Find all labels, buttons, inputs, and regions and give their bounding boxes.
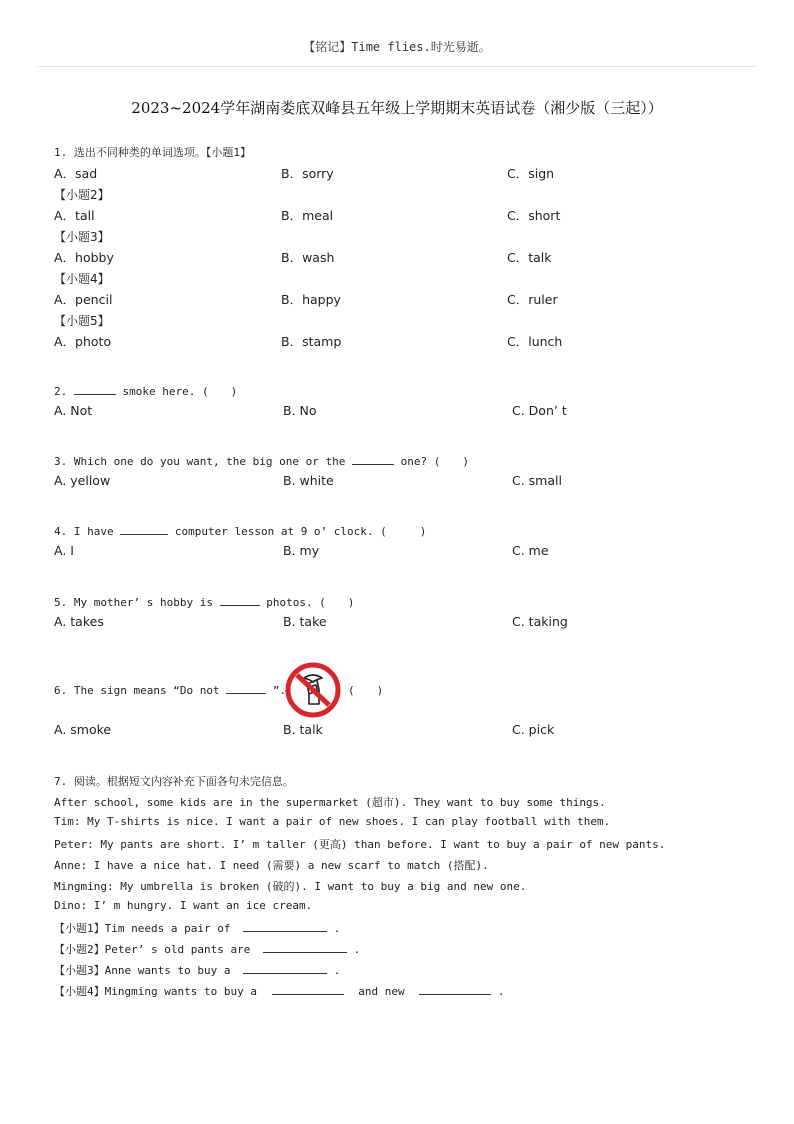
q6-blank[interactable] — [226, 682, 266, 694]
q5-text-before: 5. My mother’ s hobby is — [54, 596, 213, 609]
q7-sub1 — [54, 920, 340, 936]
q7-sub1-period: . — [333, 922, 341, 935]
q3-option-b[interactable]: B. white — [283, 473, 334, 488]
q5-option-c[interactable]: C. taking — [512, 614, 568, 629]
q4-text-before: 4. I have — [54, 525, 114, 538]
q6-option-c[interactable]: C. pick — [512, 722, 555, 737]
header-divider — [38, 66, 756, 67]
q7-sub2 — [54, 941, 360, 957]
q2-option-c[interactable]: C. Don’ t — [512, 403, 567, 418]
q1-3-option-a[interactable]: A．hobby — [54, 250, 114, 265]
q7-passage-line: After school, some kids are in the supermarket (超市). They want to buy some things. — [54, 796, 606, 809]
q2-option-a[interactable]: A. Not — [54, 403, 93, 418]
q5-stem — [54, 594, 354, 610]
q7-sub1-text: 【小题1】Tim needs a pair of — [54, 922, 231, 935]
q6-text-before: 6. The sign means “Do not — [54, 684, 220, 697]
q1-sub1-options — [54, 164, 754, 180]
q7-sub2-text: 【小题2】Peter’ s old pants are — [54, 943, 251, 956]
q1-5-option-a[interactable]: A．photo — [54, 334, 112, 349]
q6-option-a[interactable]: A. smoke — [54, 722, 112, 737]
q3-text-after: one? ( ) — [400, 455, 470, 468]
q1-4-option-a[interactable]: A．pencil — [54, 292, 113, 307]
q1-3-option-c[interactable]: C．talk — [507, 250, 552, 265]
q1-sub2-label: 【小题2】 — [54, 188, 110, 202]
q7-sub2-blank[interactable] — [263, 941, 347, 953]
page-title: 2023~2024学年湖南娄底双峰县五年级上学期期末英语试卷（湘少版（三起）） — [131, 99, 663, 117]
q3-stem — [54, 453, 469, 469]
q1-5-option-c[interactable]: C．lunch — [507, 334, 563, 349]
q7-passage-line: Peter: My pants are short. I’ m taller (更高) than before. I want to buy a pair of new pants. — [54, 838, 666, 851]
q4-blank[interactable] — [120, 523, 168, 535]
q1-2-option-b[interactable]: B．meal — [281, 208, 334, 223]
q7-sub1-blank[interactable] — [243, 920, 327, 932]
q7-sub3 — [54, 962, 340, 978]
q1-4-option-c[interactable]: C．ruler — [507, 292, 558, 307]
q4-option-c[interactable]: C. me — [512, 543, 549, 558]
q1-2-option-c[interactable]: C．short — [507, 208, 561, 223]
q1-4-option-b[interactable]: B．happy — [281, 292, 341, 307]
q1-sub2-options — [54, 206, 754, 222]
q1-1-option-b[interactable]: B．sorry — [281, 166, 334, 181]
q7-sub2-period: . — [353, 943, 361, 956]
q1-3-option-b[interactable]: B．wash — [281, 250, 335, 265]
q1-sub5-label: 【小题5】 — [54, 314, 110, 328]
q6-option-b[interactable]: B. talk — [283, 722, 323, 737]
no-touching-sign-icon — [285, 662, 341, 718]
q7-passage-line: Anne: I have a nice hat. I need (需要) a new scarf to match (搭配). — [54, 859, 489, 872]
q6-answer-paren: ( ) — [348, 684, 384, 697]
q4-text-after: computer lesson at 9 o’ clock. ( ) — [174, 525, 427, 538]
q5-options — [54, 614, 754, 630]
q1-sub5-options — [54, 332, 754, 348]
q5-option-a[interactable]: A. takes — [54, 614, 104, 629]
q6-options — [54, 722, 754, 738]
q4-options — [54, 543, 754, 559]
q3-blank[interactable] — [352, 453, 394, 465]
q1-sub4-options — [54, 290, 754, 306]
q7-sub4-text: 【小题4】Mingming wants to buy a — [54, 985, 257, 998]
q2-number: 2. — [54, 385, 68, 398]
page-header: 【铭记】Time flies.时光易逝。 — [303, 40, 491, 54]
q2-stem — [54, 383, 237, 399]
q4-stem — [54, 523, 426, 539]
q4-option-a[interactable]: A. I — [54, 543, 74, 558]
q7-sub4-text-and: and new — [358, 985, 405, 998]
q3-option-c[interactable]: C. small — [512, 473, 562, 488]
q7-sub3-period: . — [333, 964, 341, 977]
q7-sub4-blank-2[interactable] — [419, 983, 491, 995]
q5-text-after: photos. ( ) — [266, 596, 355, 609]
q7-sub4 — [54, 983, 504, 999]
q3-options — [54, 473, 754, 489]
q3-option-a[interactable]: A. yellow — [54, 473, 111, 488]
q7-sub4-blank-1[interactable] — [272, 983, 344, 995]
q7-stem: 7. 阅读。根据短文内容补充下面各句未完信息。 — [54, 775, 294, 788]
q6-stem — [54, 682, 286, 697]
q7-passage-line: Tim: My T-shirts is nice. I want a pair of new shoes. I can play football with them. — [54, 815, 611, 828]
q2-blank[interactable] — [74, 383, 116, 395]
q1-sub3-label: 【小题3】 — [54, 230, 110, 244]
q5-blank[interactable] — [220, 594, 260, 606]
q3-text-before: 3. Which one do you want, the big one or the — [54, 455, 346, 468]
q4-option-b[interactable]: B. my — [283, 543, 320, 558]
q7-passage-line: Dino: I’ m hungry. I want an ice cream. — [54, 899, 313, 912]
q7-sub4-period: . — [497, 985, 505, 998]
q1-stem: 1. 选出不同种类的单词选项。【小题1】 — [54, 146, 251, 159]
q1-1-option-a[interactable]: A．sad — [54, 166, 98, 181]
q2-text: smoke here. ( ) — [122, 385, 238, 398]
q6-text-after: ”. — [272, 684, 287, 697]
q1-5-option-b[interactable]: B．stamp — [281, 334, 342, 349]
q2-option-b[interactable]: B. No — [283, 403, 317, 418]
q1-sub3-options — [54, 248, 754, 264]
q7-sub3-blank[interactable] — [243, 962, 327, 974]
q2-options — [54, 403, 754, 419]
q5-option-b[interactable]: B. take — [283, 614, 327, 629]
q7-sub3-text: 【小题3】Anne wants to buy a — [54, 964, 231, 977]
q1-1-option-c[interactable]: C．sign — [507, 166, 555, 181]
q1-2-option-a[interactable]: A．tall — [54, 208, 95, 223]
q7-passage-line: Mingming: My umbrella is broken (破的). I want to buy a big and new one. — [54, 880, 527, 893]
q1-sub4-label: 【小题4】 — [54, 272, 110, 286]
